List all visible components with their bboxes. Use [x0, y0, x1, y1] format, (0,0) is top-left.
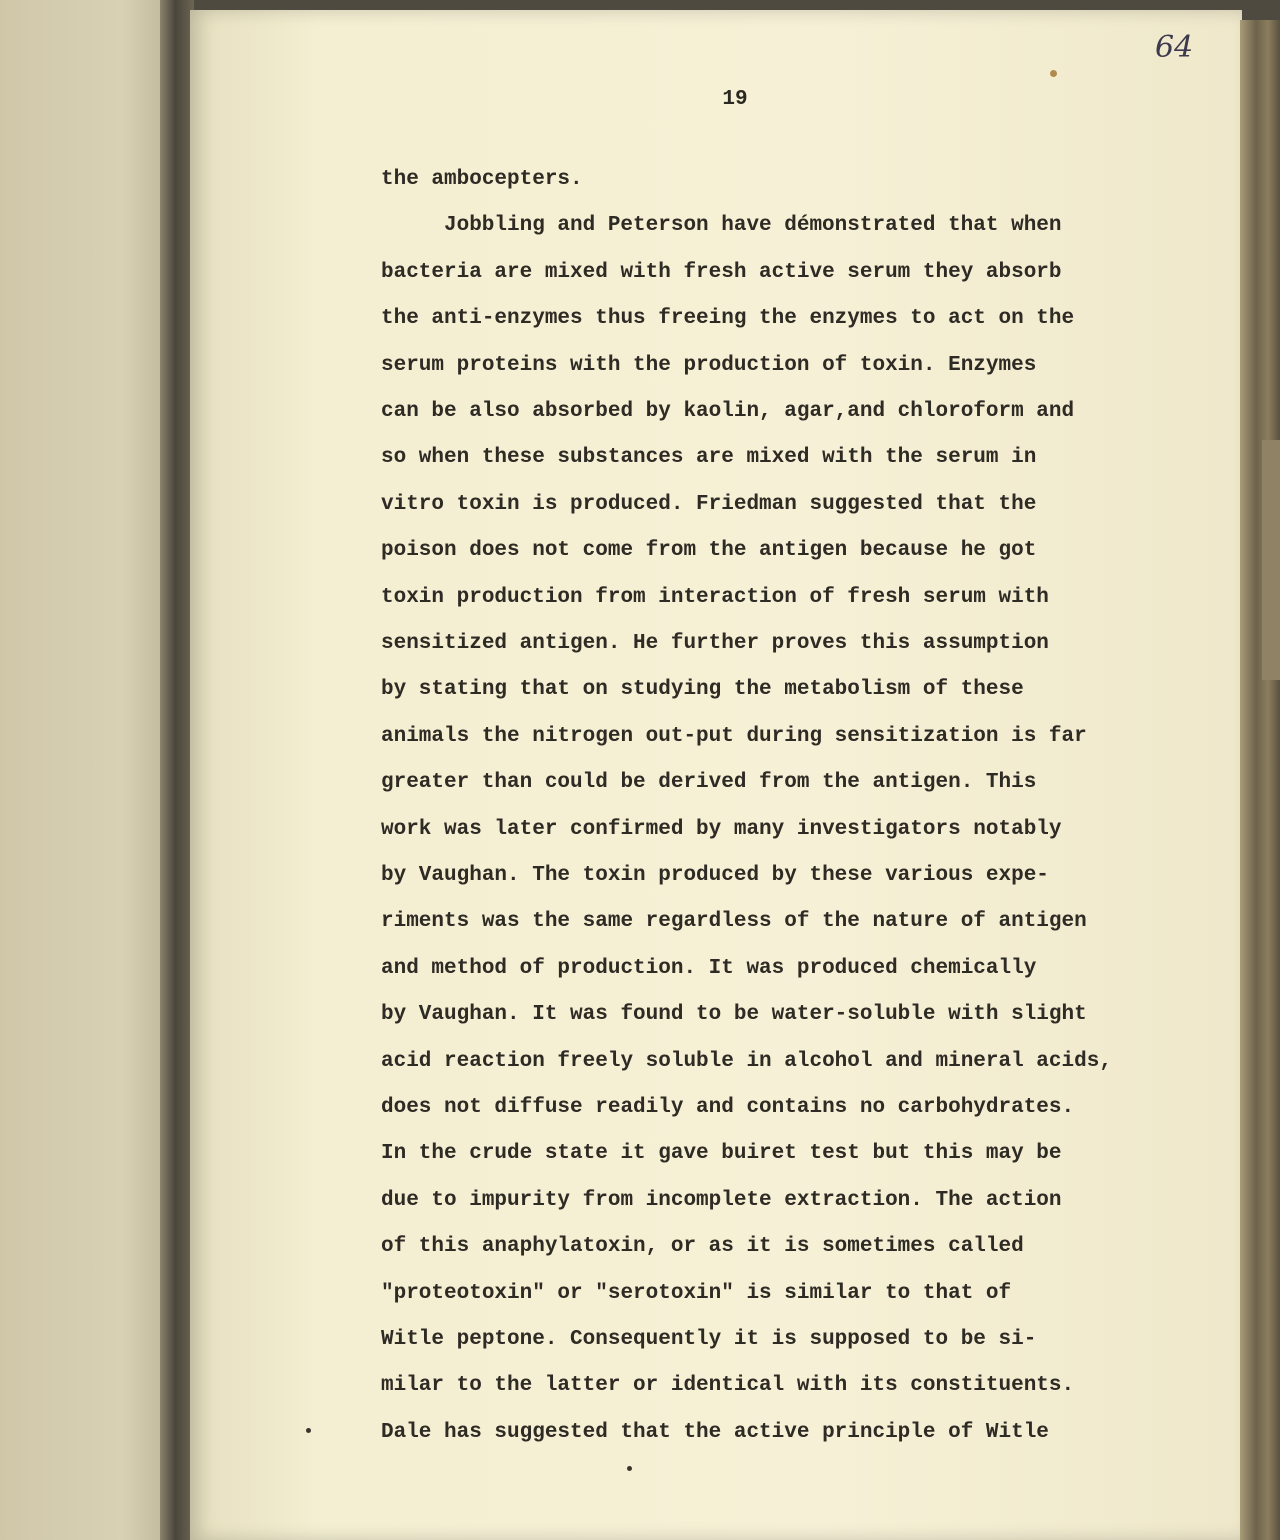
text-line: by Vaughan. It was found to be water-soluble with slight: [381, 1003, 1087, 1027]
bleed-line: [0, 173, 113, 196]
text-line: poison does not come from the antigen because he got: [381, 539, 1037, 563]
bleed-line: [0, 1295, 113, 1318]
bleed-line: [0, 683, 113, 706]
bleed-line: [0, 785, 113, 808]
bleed-through-text: [0, 0, 175, 1540]
text-line: serum proteins with the production of toxin. Enzymes: [381, 353, 1037, 377]
text-line: greater than could be derived from the antigen. This: [381, 771, 1037, 795]
text-line: "proteotoxin" or "serotoxin" is similar to that of: [381, 1281, 1012, 1305]
bleed-line: [0, 1040, 113, 1063]
bleed-line: [0, 479, 113, 502]
text-line: milar to the latter or identical with its constituents.: [381, 1374, 1075, 1398]
bleed-line: [0, 989, 113, 1012]
bleed-line: [0, 224, 113, 247]
paper-stain: [1050, 70, 1057, 77]
ink-mark: [306, 1428, 311, 1433]
text-line: and method of production. It was produced chemically: [381, 956, 1037, 980]
bleed-line: [0, 377, 113, 400]
bleed-line: [0, 275, 113, 298]
bleed-line: [0, 887, 113, 910]
bleed-line: [0, 1193, 113, 1216]
text-line: vitro toxin is produced. Friedman suggested that the: [381, 492, 1037, 516]
ink-mark: [627, 1466, 632, 1471]
text-line: by Vaughan. The toxin produced by these various expe-: [381, 864, 1049, 887]
text-line: riments was the same regardless of the nature of antigen: [381, 910, 1087, 934]
text-line: work was later confirmed by many investigators notably: [381, 817, 1062, 841]
torn-page-edge: [1262, 440, 1280, 680]
bleed-line: [0, 1091, 113, 1114]
text-line: In the crude state it gave buiret test but this may be: [381, 1142, 1062, 1166]
bleed-line: [0, 1142, 113, 1165]
page-number: 19: [722, 88, 748, 111]
text-line: sensitized antigen. He further proves this assumption: [381, 632, 1049, 655]
bleed-line: [0, 428, 113, 451]
text-line: the anti-enzymes thus freeing the enzymes to act on the: [381, 307, 1075, 331]
bleed-line: [0, 530, 113, 553]
text-line: due to impurity from incomplete extraction. The action: [381, 1188, 1062, 1212]
facing-page-left: [0, 0, 175, 1540]
text-line: Jobbling and Peterson have démonstrated that when: [444, 214, 1062, 238]
bleed-line: [0, 836, 113, 859]
bleed-line: [0, 938, 113, 961]
bleed-line: [0, 632, 113, 655]
text-line: acid reaction freely soluble in alcohol and mineral acids,: [381, 1049, 1112, 1073]
book-gutter: [160, 0, 194, 1540]
bleed-line: [0, 1244, 113, 1267]
text-line: Witle peptone. Consequently it is supposed to be si-: [381, 1328, 1037, 1351]
text-line: does not diffuse readily and contains no carbohydrates.: [381, 1096, 1075, 1119]
bleed-line: [0, 122, 113, 145]
text-line: toxin production from interaction of fresh serum with: [381, 585, 1049, 609]
text-line: so when these substances are mixed with the serum in: [381, 446, 1037, 470]
text-line: of this anaphylatoxin, or as it is sometimes called: [381, 1235, 1024, 1259]
bleed-line: [0, 1346, 113, 1369]
bleed-line: [0, 581, 113, 604]
bleed-line: [0, 1397, 113, 1420]
text-line: can be also absorbed by kaolin, agar,and chloroform and: [381, 400, 1075, 423]
bleed-line: [0, 326, 113, 349]
page-edges: [1240, 20, 1280, 1540]
text-line: the ambocepters.: [381, 168, 583, 191]
text-line: by stating that on studying the metabolism of these: [381, 678, 1024, 702]
bleed-line: [0, 734, 113, 757]
folio-number: 64: [1155, 30, 1194, 65]
text-line: Dale has suggested that the active principle of Witle: [381, 1420, 1049, 1444]
text-line: bacteria are mixed with fresh active serum they absorb: [381, 260, 1062, 284]
text-line: animals the nitrogen out-put during sensitization is far: [381, 724, 1087, 748]
